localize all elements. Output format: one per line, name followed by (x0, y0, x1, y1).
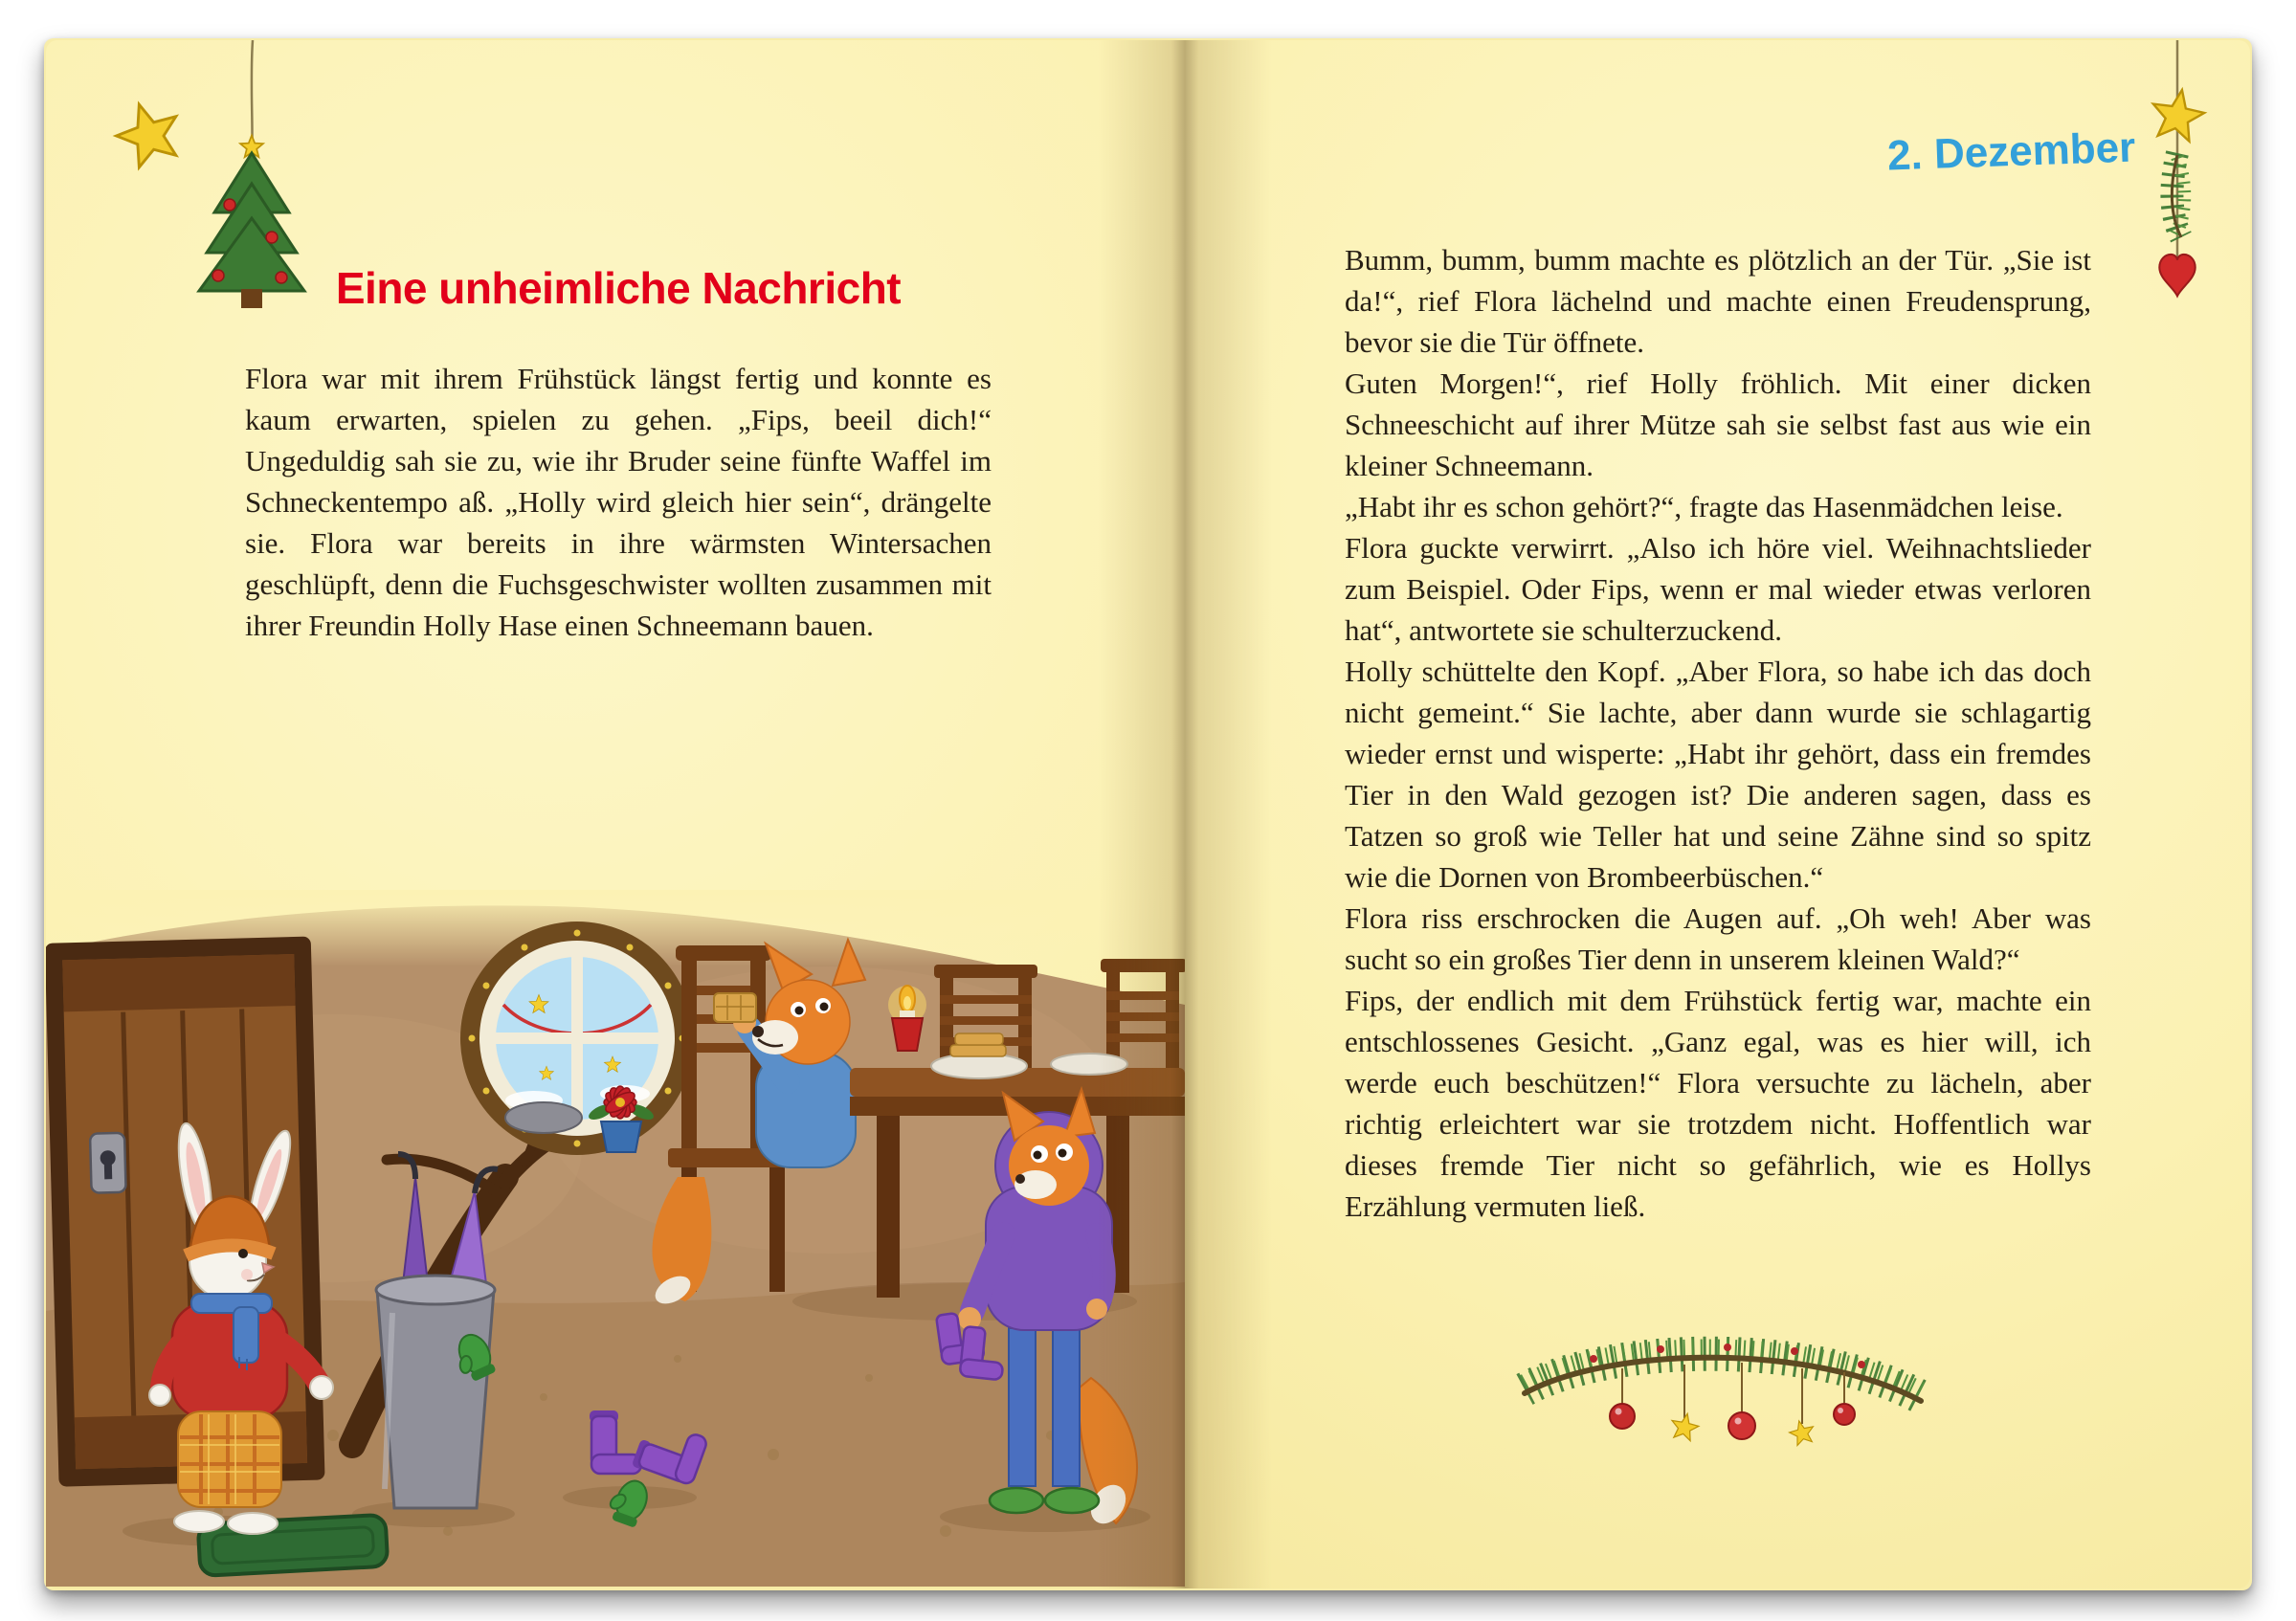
left-page-text: Flora war mit ihrem Frühstück längst fertig und konnte es kaum erwarten, spielen zu gehen. „Fips, beeil dich!“ Ungeduldig sah sie zu, wie ihr Bruder seine fünfte Waffel im Schneckentempo aß. „Holly wird gleich hier sein“, drängelte sie. Flora war bereits in ihre wärmsten Wintersachen geschlüpft, denn die Fuchsgeschwister wollten zusammen mit ihrer Freundin Holly Hase einen Schneemann bauen. (245, 362, 992, 642)
green-door-mat (198, 1515, 389, 1576)
paragraph: Flora riss erschrocken die Augen auf. „Oh weh! Aber was sucht so ein großes Tier denn in unserem kleinen Wald?“ (1345, 901, 2091, 976)
gold-star-icon (109, 95, 188, 171)
star-heart-ornament-icon (2128, 40, 2242, 327)
round-window (460, 922, 694, 1155)
illustration-fox-burrow-scene (46, 861, 1185, 1587)
door-lock (90, 1133, 126, 1193)
window-sill-stone (505, 1102, 582, 1133)
fir-garland-icon (1498, 1301, 1948, 1483)
holly-sweater (172, 1303, 287, 1418)
paragraph: Guten Morgen!“, rief Holly fröhlich. Mit einer dicken Schneeschicht auf ihrer Mütze sah sie selbst fast aus wie ein kleiner Schneemann. (1345, 366, 2091, 482)
paragraph: Fips, der endlich mit dem Frühstück fertig war, machte ein entschlossenes Gesicht. „Ganz egal, was es hier will, ich werde euch beschützen!“ Flora versuchte zu lächeln, aber richtig erleichtert war sie trotzdem nicht. Hoffentlich war dieses fremde Tier nicht so gefährlich, wie es Hollys Erzählung vermuten ließ. (1345, 984, 2091, 1223)
paragraph: Bumm, bumm, bumm machte es plötzlich an der Tür. „Sie ist da!“, rief Flora lächelnd und machte einen Freudensprung, bevor sie die Tür öffnete. (1345, 243, 2091, 359)
paragraph: Flora guckte verwirrt. „Also ich höre viel. Weihnachtslieder zum Beispiel. Oder Fips, wenn er mal wieder etwas verloren hat“, antwortete sie schulterzuckend. (1345, 531, 2091, 647)
paragraph: Holly schüttelte den Kopf. „Aber Flora, so habe ich das doch nicht gemeint.“ Sie lachte, aber dann wurde sie schlagartig wieder ernst und wisperte: „Habt ihr gehört, dass ein fremdes Tier in den Wald gezogen ist? Die anderen sagen, dass es Tatzen so groß wie Teller hat und seine Zähne sind so spitz wie die Dornen von Brombeerbüschen.“ (1345, 655, 2091, 894)
holly-plaid-pants (178, 1411, 281, 1507)
second-plate (1051, 1054, 1127, 1075)
waffle-in-hand (714, 993, 756, 1022)
flower-pot (601, 1121, 641, 1152)
right-page-text (1345, 239, 2091, 1227)
chapter-title: Eine unheimliche Nachricht (335, 263, 902, 313)
date-header: 2. Dezember (1885, 123, 2136, 180)
red-heart-icon (2159, 255, 2195, 296)
paragraph: „Habt ihr es schon gehört?“, fragte das Hasenmädchen leise. (1345, 490, 2063, 523)
left-page (46, 40, 1185, 1588)
right-page (1185, 40, 2250, 1588)
